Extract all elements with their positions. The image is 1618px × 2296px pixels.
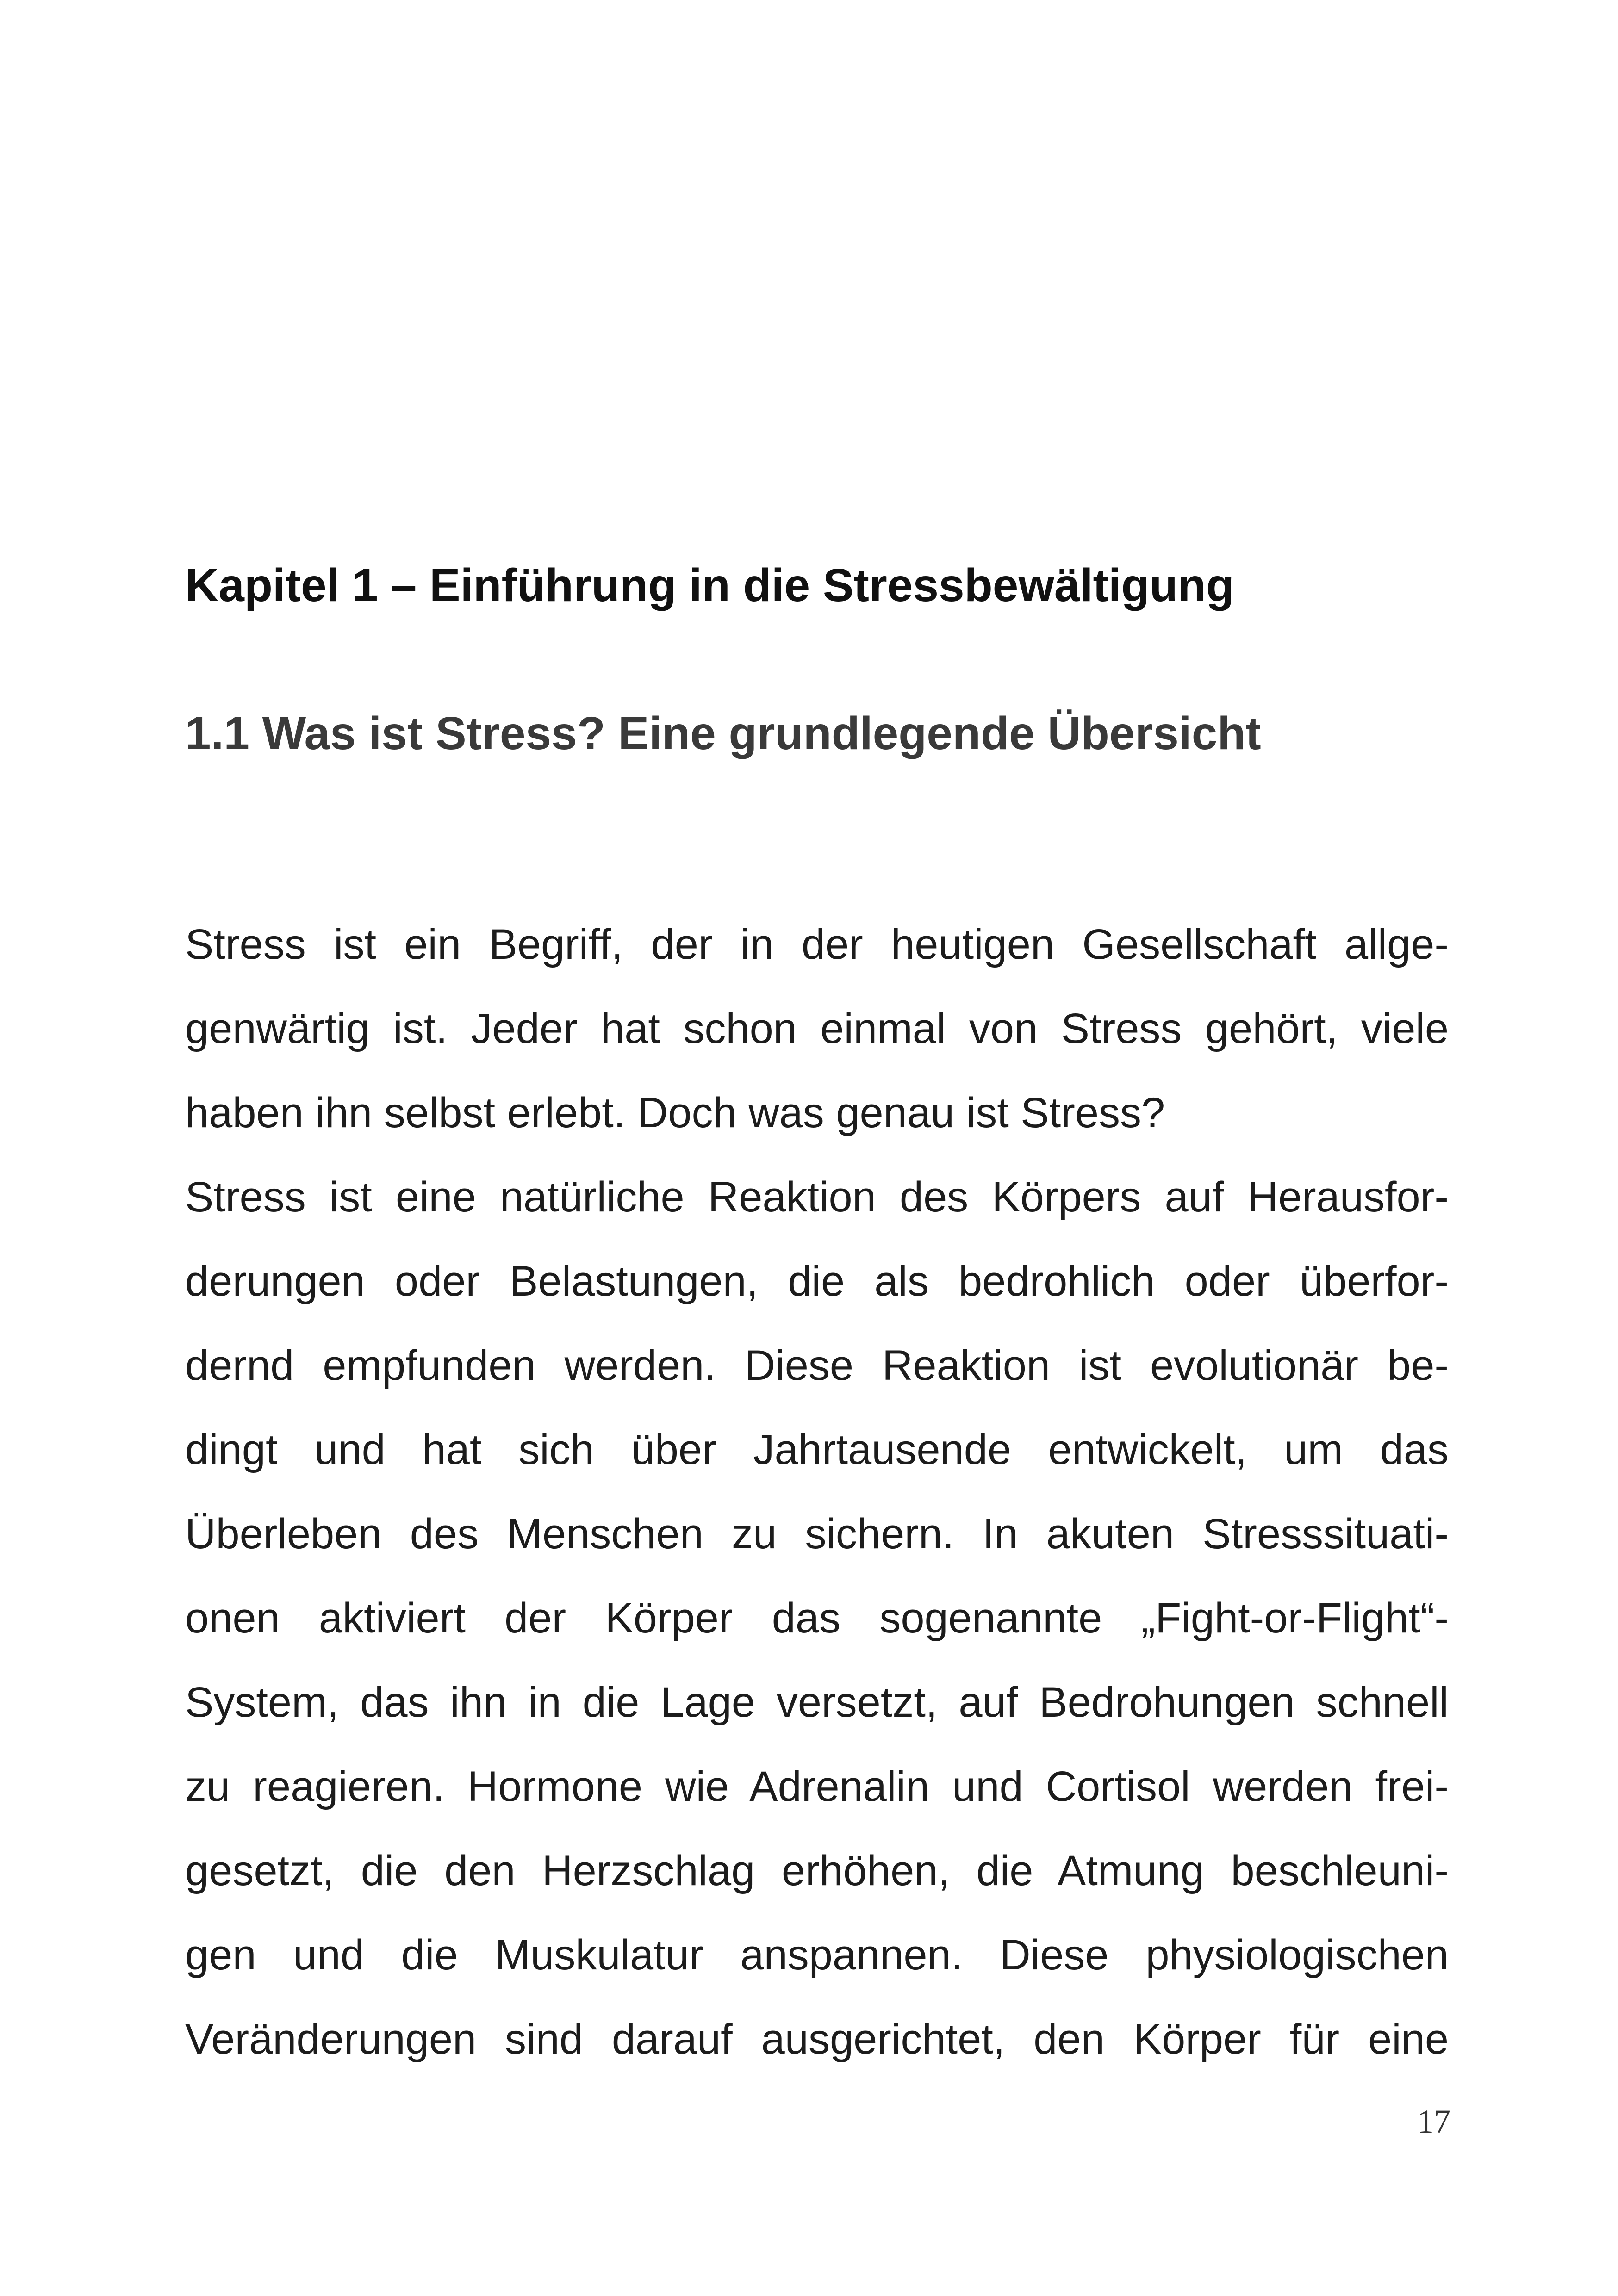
text-line: gen und die Muskulatur anspannen. Diese physiologischen xyxy=(185,1931,1449,1979)
text-line: gesetzt, die den Herzschlag erhöhen, die Atmung beschleuni- xyxy=(185,1847,1449,1894)
text-line: dingt und hat sich über Jahrtausende entwickelt, um das xyxy=(185,1426,1449,1473)
text-line: onen aktiviert der Körper das sogenannte „Fight-or-Flight“- xyxy=(185,1595,1449,1642)
text-line: Stress ist eine natürliche Reaktion des Körpers auf Herausfor- xyxy=(185,1173,1449,1221)
text-line: System, das ihn in die Lage versetzt, auf Bedrohungen schnell xyxy=(185,1679,1449,1726)
body-text xyxy=(185,902,1449,2081)
section-title: 1.1 Was ist Stress? Eine grundlegende Übersicht xyxy=(185,707,1261,759)
text-line: Überleben des Menschen zu sichern. In akuten Stresssituati- xyxy=(185,1510,1449,1558)
text-line: genwärtig ist. Jeder hat schon einmal von Stress gehört, viele xyxy=(185,1005,1449,1052)
text-line: zu reagieren. Hormone wie Adrenalin und Cortisol werden frei- xyxy=(185,1763,1449,1810)
page-number: 17 xyxy=(1417,2103,1450,2140)
text-line: Stress ist ein Begriff, der in der heutigen Gesellschaft allge- xyxy=(185,921,1449,968)
text-line: derungen oder Belastungen, die als bedrohlich oder überfor- xyxy=(185,1258,1449,1305)
chapter-title: Kapitel 1 – Einführung in die Stressbewältigung xyxy=(185,559,1234,611)
text-line: haben ihn selbst erlebt. Doch was genau ist Stress? xyxy=(185,1089,1165,1136)
text-line: Veränderungen sind darauf ausgerichtet, den Körper für eine xyxy=(185,2016,1449,2063)
text-line: dernd empfunden werden. Diese Reaktion ist evolutionär be- xyxy=(185,1342,1449,1389)
